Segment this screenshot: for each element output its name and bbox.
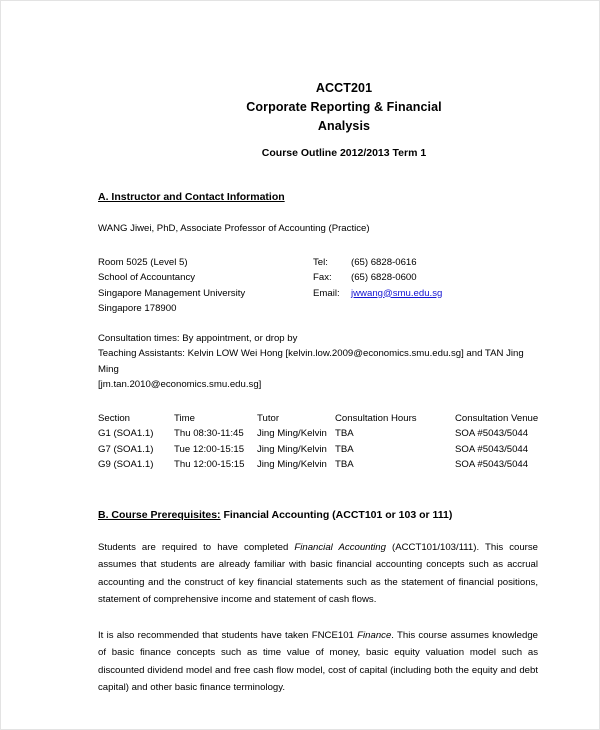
cell-tutor: Jing Ming/Kelvin [257,459,327,470]
cell-section: G9 (SOA1.1) [98,459,154,470]
section-b-heading [98,509,538,521]
address-line-room: Room 5025 (Level 5) [98,256,188,268]
course-outline-subtitle: Course Outline 2012/2013 Term 1 [261,147,427,159]
email-label: Email: [313,287,340,299]
cell-consultation-hours: TBA [335,428,354,439]
course-name-line-2: Analysis [317,119,371,133]
email-link[interactable]: jwwang@smu.edu.sg [351,287,443,299]
cell-consultation-venue: SOA #5043/5044 [455,443,529,455]
document-content [98,1,538,697]
column-header-consultation-venue: Consultation Venue [455,412,539,424]
prerequisites-paragraph-1 [98,539,538,609]
column-header-consultation-hours: Consultation Hours [335,412,417,424]
contact-row-fax [313,270,442,286]
contact-row-tel [313,255,442,271]
section-b-heading-rest: Financial Accounting (ACCT101 or 103 or 111) [220,508,453,521]
table-row [98,442,538,458]
course-code: ACCT201 [315,81,373,95]
section-b-heading-label: B. Course Prerequisites: [98,508,221,521]
course-title-block [98,1,538,159]
cell-time: Tue 12:00-15:15 [174,443,245,455]
cell-section: G7 (SOA1.1) [98,443,154,455]
cell-tutor: Jing Ming/Kelvin [257,443,327,455]
course-name-line-1: Corporate Reporting & Financial [246,100,442,114]
address-block [98,255,245,317]
fax-value: (65) 6828-0600 [351,272,417,283]
section-a-heading [98,191,538,203]
teaching-assistants-line-1: Teaching Assistants: Kelvin LOW Wei Hong [kelvin.low.2009@economics.smu.edu.sg] and TAN Jing Ming [98,348,524,375]
paragraph-1-part-2: (ACCT101/103/111). This course assumes that students are already familiar with basic financial accounting concepts such as accrual accounting and the construct of key financial statements such as the statement of financial positions, statement of comprehensive income and statement of cash flows. [98,541,539,605]
paragraph-1-italic-course: Financial Accounting [294,541,386,553]
prerequisites-paragraph-2 [98,627,538,697]
section-a-heading-text: A. Instructor and Contact Information [98,191,285,203]
table-header-row [98,411,538,427]
tel-label: Tel: [313,256,328,268]
cell-time: Thu 12:00-15:15 [174,459,245,470]
cell-consultation-hours: TBA [335,459,354,470]
instructor-name: WANG Jiwei, PhD, Associate Professor of Accounting (Practice) [98,223,370,234]
tel-value: (65) 6828-0616 [351,256,417,268]
paragraph-2-italic-course: Finance [357,629,392,641]
contact-row-email [313,286,442,302]
cell-consultation-venue: SOA #5043/5044 [455,428,529,439]
address-line-postal: Singapore 178900 [98,303,177,314]
paragraph-2-part-1: It is also recommended that students have taken FNCE101 [98,629,358,641]
column-header-tutor: Tutor [257,412,280,424]
column-header-time: Time [174,412,195,424]
cell-consultation-venue: SOA #5043/5044 [455,459,529,470]
address-line-university: Singapore Management University [98,287,246,299]
cell-tutor: Jing Ming/Kelvin [257,428,327,439]
contact-block [98,255,538,317]
teaching-assistants-line-2: [jm.tan.2010@economics.smu.edu.sg] [98,379,262,390]
cell-time: Thu 08:30-11:45 [174,428,244,439]
table-row [98,457,538,473]
cell-section: G1 (SOA1.1) [98,428,154,439]
section-schedule-table [98,411,538,473]
consultation-times: Consultation times: By appointment, or drop by [98,332,298,344]
paragraph-2-part-2: . This course assumes knowledge of basic finance concepts such as time value of money, basic equity valuation model such as discounted dividend model and free cash flow model, cost of capital (including both the equity and debt capital) and other basic finance terminology. [98,629,538,693]
address-line-school: School of Accountancy [98,272,196,283]
column-header-section: Section [98,412,130,424]
paragraph-1-part-1: Students are required to have completed [98,541,295,553]
contact-details-block [313,255,442,302]
fax-label: Fax: [313,272,332,283]
table-row [98,426,538,442]
cell-consultation-hours: TBA [335,443,354,455]
